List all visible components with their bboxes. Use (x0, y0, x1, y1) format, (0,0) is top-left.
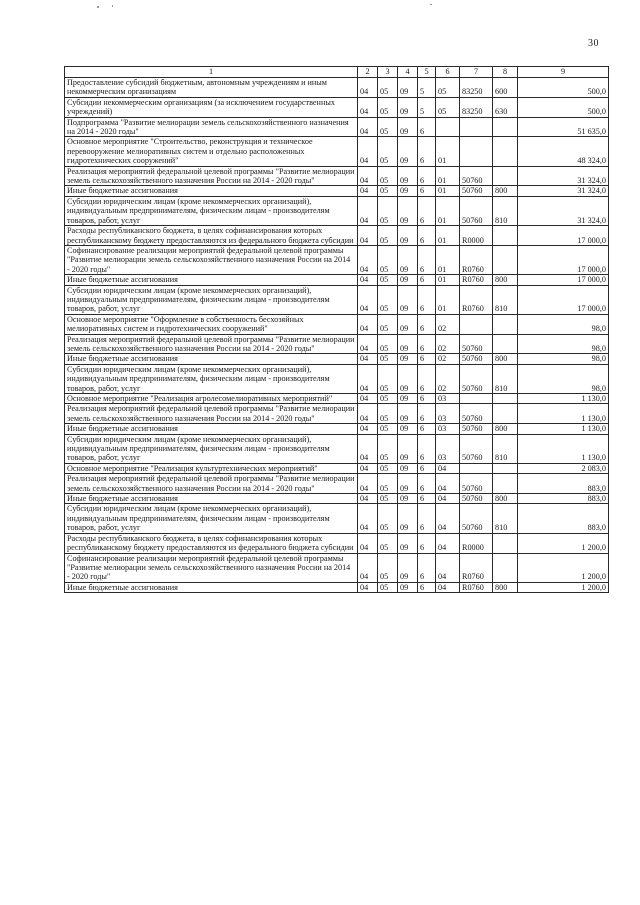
amount: 1 200,0 (518, 533, 609, 553)
code-admin: 04 (358, 404, 378, 424)
row-description: Подпрограмма "Развитие мелиорации земель сельскохозяйственного назначения на 2014 - 2020 годы" (65, 117, 358, 137)
row-description: Иные бюджетные ассигнования (65, 186, 358, 196)
code-direction: R0000 (460, 533, 493, 553)
amount: 1 200,0 (518, 582, 609, 592)
code-event: 02 (436, 364, 460, 393)
row-description: Софинансирование реализации мероприятий федеральной целевой программы "Развитие мелиорации земель сельскохозяйственного назначения России на 2014 - 2020 годы" (65, 553, 358, 582)
code-expense-type: 800 (493, 275, 518, 285)
row-description: Иные бюджетные ассигнования (65, 275, 358, 285)
code-subprogram: 6 (418, 504, 436, 533)
code-subprogram: 6 (418, 314, 436, 334)
code-direction: R0760 (460, 245, 493, 274)
code-event: 01 (436, 137, 460, 166)
row-description: Основное мероприятие "Реализация культуртехнических мероприятий" (65, 463, 358, 473)
code-section: 05 (378, 533, 398, 553)
table-row (65, 394, 609, 404)
code-program: 09 (398, 494, 418, 504)
code-section: 05 (378, 314, 398, 334)
column-header: 8 (493, 67, 518, 78)
amount: 1 130,0 (518, 394, 609, 404)
code-expense-type (493, 394, 518, 404)
amount: 17 000,0 (518, 275, 609, 285)
code-section: 05 (378, 494, 398, 504)
code-section: 05 (378, 334, 398, 354)
code-expense-type: 810 (493, 285, 518, 314)
code-program: 09 (398, 226, 418, 246)
code-direction (460, 137, 493, 166)
code-event: 05 (436, 97, 460, 117)
code-direction (460, 117, 493, 137)
code-subprogram: 6 (418, 354, 436, 364)
code-direction: 50760 (460, 434, 493, 463)
code-program: 09 (398, 275, 418, 285)
table-row (65, 275, 609, 285)
row-description: Реализация мероприятий федеральной целевой программы "Развитие мелиорации земель сельскохозяйственного назначения России на 2014 - 2020 годы" (65, 404, 358, 424)
code-subprogram: 6 (418, 434, 436, 463)
code-admin: 04 (358, 117, 378, 137)
code-admin: 04 (358, 285, 378, 314)
code-event: 04 (436, 582, 460, 592)
code-expense-type: 800 (493, 494, 518, 504)
code-admin: 04 (358, 97, 378, 117)
code-subprogram: 6 (418, 137, 436, 166)
code-admin: 04 (358, 275, 378, 285)
code-subprogram: 6 (418, 424, 436, 434)
code-admin: 04 (358, 364, 378, 393)
code-event: 03 (436, 404, 460, 424)
code-subprogram: 6 (418, 285, 436, 314)
code-expense-type (493, 314, 518, 334)
table-row (65, 186, 609, 196)
code-direction (460, 394, 493, 404)
code-direction: 50760 (460, 186, 493, 196)
amount: 1 130,0 (518, 404, 609, 424)
code-event: 04 (436, 474, 460, 494)
code-admin: 04 (358, 553, 378, 582)
table-header-row (65, 67, 609, 78)
row-description: Иные бюджетные ассигнования (65, 354, 358, 364)
amount: 48 324,0 (518, 137, 609, 166)
amount: 51 635,0 (518, 117, 609, 137)
code-subprogram: 6 (418, 394, 436, 404)
code-admin: 04 (358, 245, 378, 274)
code-expense-type: 600 (493, 78, 518, 98)
code-event: 01 (436, 226, 460, 246)
code-section: 05 (378, 186, 398, 196)
code-event: 03 (436, 424, 460, 434)
code-program: 09 (398, 285, 418, 314)
table-body (65, 78, 609, 593)
scan-speck (430, 4, 432, 5)
code-program: 09 (398, 434, 418, 463)
code-expense-type (493, 245, 518, 274)
table-row (65, 463, 609, 473)
table-row (65, 404, 609, 424)
code-admin: 04 (358, 533, 378, 553)
table-row (65, 504, 609, 533)
code-section: 05 (378, 166, 398, 186)
amount: 500,0 (518, 78, 609, 98)
code-subprogram: 6 (418, 474, 436, 494)
code-program: 09 (398, 582, 418, 592)
table-row (65, 314, 609, 334)
amount: 17 000,0 (518, 285, 609, 314)
amount: 31 324,0 (518, 196, 609, 225)
code-direction (460, 314, 493, 334)
code-expense-type: 800 (493, 424, 518, 434)
code-event: 04 (436, 494, 460, 504)
table-row (65, 285, 609, 314)
code-direction: 83250 (460, 78, 493, 98)
table-row (65, 245, 609, 274)
code-program: 09 (398, 78, 418, 98)
code-event: 01 (436, 285, 460, 314)
code-admin: 04 (358, 424, 378, 434)
column-header: 2 (358, 67, 378, 78)
code-expense-type (493, 463, 518, 473)
code-subprogram: 6 (418, 196, 436, 225)
code-section: 05 (378, 474, 398, 494)
code-program: 09 (398, 533, 418, 553)
code-direction: 50760 (460, 504, 493, 533)
row-description: Субсидии некоммерческим организациям (за исключением государственных учреждений) (65, 97, 358, 117)
table-row (65, 334, 609, 354)
code-section: 05 (378, 275, 398, 285)
code-expense-type: 630 (493, 97, 518, 117)
code-expense-type: 800 (493, 186, 518, 196)
code-program: 09 (398, 117, 418, 137)
row-description: Расходы республиканского бюджета, в целях софинансирования которых республиканскому бюджету предоставляются из федерального бюджета субсидии (65, 226, 358, 246)
row-description: Субсидии юридическим лицам (кроме некоммерческих организаций), индивидуальным предпринимателям, физическим лицам - производителям товаров, работ, услуг (65, 196, 358, 225)
code-section: 05 (378, 245, 398, 274)
row-description: Реализация мероприятий федеральной целевой программы "Развитие мелиорации земель сельскохозяйственного назначения России на 2014 - 2020 годы" (65, 166, 358, 186)
amount: 31 324,0 (518, 186, 609, 196)
table-row (65, 97, 609, 117)
code-section: 05 (378, 553, 398, 582)
code-direction: R0760 (460, 582, 493, 592)
code-subprogram: 6 (418, 553, 436, 582)
code-expense-type: 800 (493, 354, 518, 364)
code-subprogram: 6 (418, 117, 436, 137)
code-section: 05 (378, 424, 398, 434)
code-section: 05 (378, 582, 398, 592)
code-admin: 04 (358, 394, 378, 404)
code-event: 04 (436, 463, 460, 473)
amount: 17 000,0 (518, 226, 609, 246)
code-admin: 04 (358, 186, 378, 196)
code-event: 02 (436, 314, 460, 334)
row-description: Реализация мероприятий федеральной целевой программы "Развитие мелиорации земель сельскохозяйственного назначения России на 2014 - 2020 годы" (65, 474, 358, 494)
column-header: 3 (378, 67, 398, 78)
code-program: 09 (398, 404, 418, 424)
code-program: 09 (398, 97, 418, 117)
code-direction: R0760 (460, 275, 493, 285)
table-row (65, 494, 609, 504)
code-expense-type (493, 553, 518, 582)
table-row (65, 137, 609, 166)
code-event: 04 (436, 533, 460, 553)
table-row (65, 474, 609, 494)
amount: 98,0 (518, 354, 609, 364)
code-direction: 50760 (460, 354, 493, 364)
table-row (65, 553, 609, 582)
row-description: Реализация мероприятий федеральной целевой программы "Развитие мелиорации земель сельскохозяйственного назначения России на 2014 - 2020 годы" (65, 334, 358, 354)
row-description: Иные бюджетные ассигнования (65, 494, 358, 504)
code-expense-type: 800 (493, 582, 518, 592)
code-expense-type: 810 (493, 504, 518, 533)
code-subprogram: 6 (418, 494, 436, 504)
code-direction: 50760 (460, 474, 493, 494)
code-event: 01 (436, 186, 460, 196)
code-program: 09 (398, 334, 418, 354)
code-program: 09 (398, 245, 418, 274)
row-description: Софинансирование реализации мероприятий федеральной целевой программы "Развитие мелиорации земель сельскохозяйственного назначения России на 2014 - 2020 годы" (65, 245, 358, 274)
code-section: 05 (378, 463, 398, 473)
code-program: 09 (398, 463, 418, 473)
code-direction: 50760 (460, 404, 493, 424)
code-expense-type (493, 166, 518, 186)
page-number: 30 (588, 38, 599, 49)
code-direction: 50760 (460, 364, 493, 393)
code-event: 03 (436, 434, 460, 463)
code-expense-type: 810 (493, 196, 518, 225)
code-subprogram: 6 (418, 186, 436, 196)
code-section: 05 (378, 394, 398, 404)
code-subprogram: 6 (418, 166, 436, 186)
code-subprogram: 6 (418, 364, 436, 393)
column-header: 9 (518, 67, 609, 78)
code-subprogram: 6 (418, 463, 436, 473)
code-expense-type (493, 117, 518, 137)
amount: 31 324,0 (518, 166, 609, 186)
code-section: 05 (378, 364, 398, 393)
code-section: 05 (378, 504, 398, 533)
table-row (65, 117, 609, 137)
amount: 98,0 (518, 364, 609, 393)
scan-speck (97, 6, 99, 8)
code-direction: 83250 (460, 97, 493, 117)
scan-speck (112, 5, 113, 7)
code-direction: 50760 (460, 424, 493, 434)
code-event: 01 (436, 245, 460, 274)
code-expense-type: 810 (493, 364, 518, 393)
code-admin: 04 (358, 463, 378, 473)
code-program: 09 (398, 137, 418, 166)
table-row (65, 196, 609, 225)
code-admin: 04 (358, 314, 378, 334)
code-admin: 04 (358, 434, 378, 463)
code-subprogram: 6 (418, 533, 436, 553)
code-event: 05 (436, 78, 460, 98)
code-subprogram: 6 (418, 334, 436, 354)
amount: 883,0 (518, 504, 609, 533)
code-event: 02 (436, 334, 460, 354)
row-description: Основное мероприятие "Оформление в собственность бесхозяйных мелиоративных систем и гидротехнических сооружений" (65, 314, 358, 334)
table-row (65, 78, 609, 98)
amount: 500,0 (518, 97, 609, 117)
row-description: Субсидии юридическим лицам (кроме некоммерческих организаций), индивидуальным предпринимателям, физическим лицам - производителям товаров, работ, услуг (65, 504, 358, 533)
code-direction: R0760 (460, 553, 493, 582)
table-row (65, 226, 609, 246)
code-program: 09 (398, 166, 418, 186)
code-subprogram: 6 (418, 404, 436, 424)
code-direction: 50760 (460, 166, 493, 186)
code-event (436, 117, 460, 137)
code-program: 09 (398, 474, 418, 494)
row-description: Предоставление субсидий бюджетным, автономным учреждениям и иным некоммерческим организациям (65, 78, 358, 98)
amount: 98,0 (518, 314, 609, 334)
column-header: 6 (436, 67, 460, 78)
column-header: 1 (65, 67, 358, 78)
code-admin: 04 (358, 504, 378, 533)
code-program: 09 (398, 364, 418, 393)
code-direction (460, 463, 493, 473)
code-admin: 04 (358, 334, 378, 354)
code-event: 01 (436, 166, 460, 186)
amount: 17 000,0 (518, 245, 609, 274)
amount: 883,0 (518, 474, 609, 494)
code-event: 04 (436, 504, 460, 533)
row-description: Расходы республиканского бюджета, в целях софинансирования которых республиканскому бюджету предоставляются из федерального бюджета субсидии (65, 533, 358, 553)
row-description: Субсидии юридическим лицам (кроме некоммерческих организаций), индивидуальным предпринимателям, физическим лицам - производителям товаров, работ, услуг (65, 285, 358, 314)
code-expense-type (493, 137, 518, 166)
code-program: 09 (398, 196, 418, 225)
code-direction: R0760 (460, 285, 493, 314)
code-admin: 04 (358, 354, 378, 364)
code-program: 09 (398, 553, 418, 582)
amount: 1 130,0 (518, 424, 609, 434)
code-subprogram: 6 (418, 245, 436, 274)
row-description: Субсидии юридическим лицам (кроме некоммерческих организаций), индивидуальным предпринимателям, физическим лицам - производителям товаров, работ, услуг (65, 434, 358, 463)
code-section: 05 (378, 404, 398, 424)
code-event: 01 (436, 275, 460, 285)
code-admin: 04 (358, 226, 378, 246)
code-expense-type (493, 533, 518, 553)
amount: 2 083,0 (518, 463, 609, 473)
code-event: 01 (436, 196, 460, 225)
code-event: 03 (436, 394, 460, 404)
code-admin: 04 (358, 582, 378, 592)
code-admin: 04 (358, 166, 378, 186)
amount: 1 200,0 (518, 553, 609, 582)
table-row (65, 434, 609, 463)
code-section: 05 (378, 137, 398, 166)
code-direction: 50760 (460, 334, 493, 354)
code-direction: 50760 (460, 196, 493, 225)
code-section: 05 (378, 117, 398, 137)
amount: 1 130,0 (518, 434, 609, 463)
code-section: 05 (378, 285, 398, 314)
row-description: Основное мероприятие "Строительство, реконструкция и техническое перевооружение мелиоративных систем и отдельно расположенных гидротехнических сооружений" (65, 137, 358, 166)
code-event: 04 (436, 553, 460, 582)
code-direction: R0000 (460, 226, 493, 246)
row-description: Иные бюджетные ассигнования (65, 424, 358, 434)
row-description: Основное мероприятие "Реализация агролесомелиоративных мероприятий" (65, 394, 358, 404)
column-header: 7 (460, 67, 493, 78)
code-section: 05 (378, 78, 398, 98)
table-row (65, 354, 609, 364)
code-program: 09 (398, 424, 418, 434)
amount: 98,0 (518, 334, 609, 354)
table-row (65, 424, 609, 434)
code-admin: 04 (358, 474, 378, 494)
code-admin: 04 (358, 494, 378, 504)
table-row (65, 364, 609, 393)
amount: 883,0 (518, 494, 609, 504)
code-subprogram: 5 (418, 78, 436, 98)
row-description: Субсидии юридическим лицам (кроме некоммерческих организаций), индивидуальным предпринимателям, физическим лицам - производителям товаров, работ, услуг (65, 364, 358, 393)
code-subprogram: 6 (418, 226, 436, 246)
code-program: 09 (398, 354, 418, 364)
column-header: 5 (418, 67, 436, 78)
code-admin: 04 (358, 137, 378, 166)
code-program: 09 (398, 394, 418, 404)
code-section: 05 (378, 97, 398, 117)
code-program: 09 (398, 504, 418, 533)
table-row (65, 582, 609, 592)
code-subprogram: 6 (418, 275, 436, 285)
code-admin: 04 (358, 78, 378, 98)
row-description: Иные бюджетные ассигнования (65, 582, 358, 592)
code-subprogram: 6 (418, 582, 436, 592)
code-expense-type (493, 404, 518, 424)
code-expense-type (493, 334, 518, 354)
code-section: 05 (378, 226, 398, 246)
code-program: 09 (398, 314, 418, 334)
column-header: 4 (398, 67, 418, 78)
code-section: 05 (378, 354, 398, 364)
code-subprogram: 5 (418, 97, 436, 117)
code-expense-type (493, 474, 518, 494)
code-event: 02 (436, 354, 460, 364)
code-section: 05 (378, 196, 398, 225)
code-direction: 50760 (460, 494, 493, 504)
budget-table (64, 66, 609, 593)
table-row (65, 533, 609, 553)
code-program: 09 (398, 186, 418, 196)
code-section: 05 (378, 434, 398, 463)
code-expense-type: 810 (493, 434, 518, 463)
code-expense-type (493, 226, 518, 246)
table-row (65, 166, 609, 186)
code-admin: 04 (358, 196, 378, 225)
